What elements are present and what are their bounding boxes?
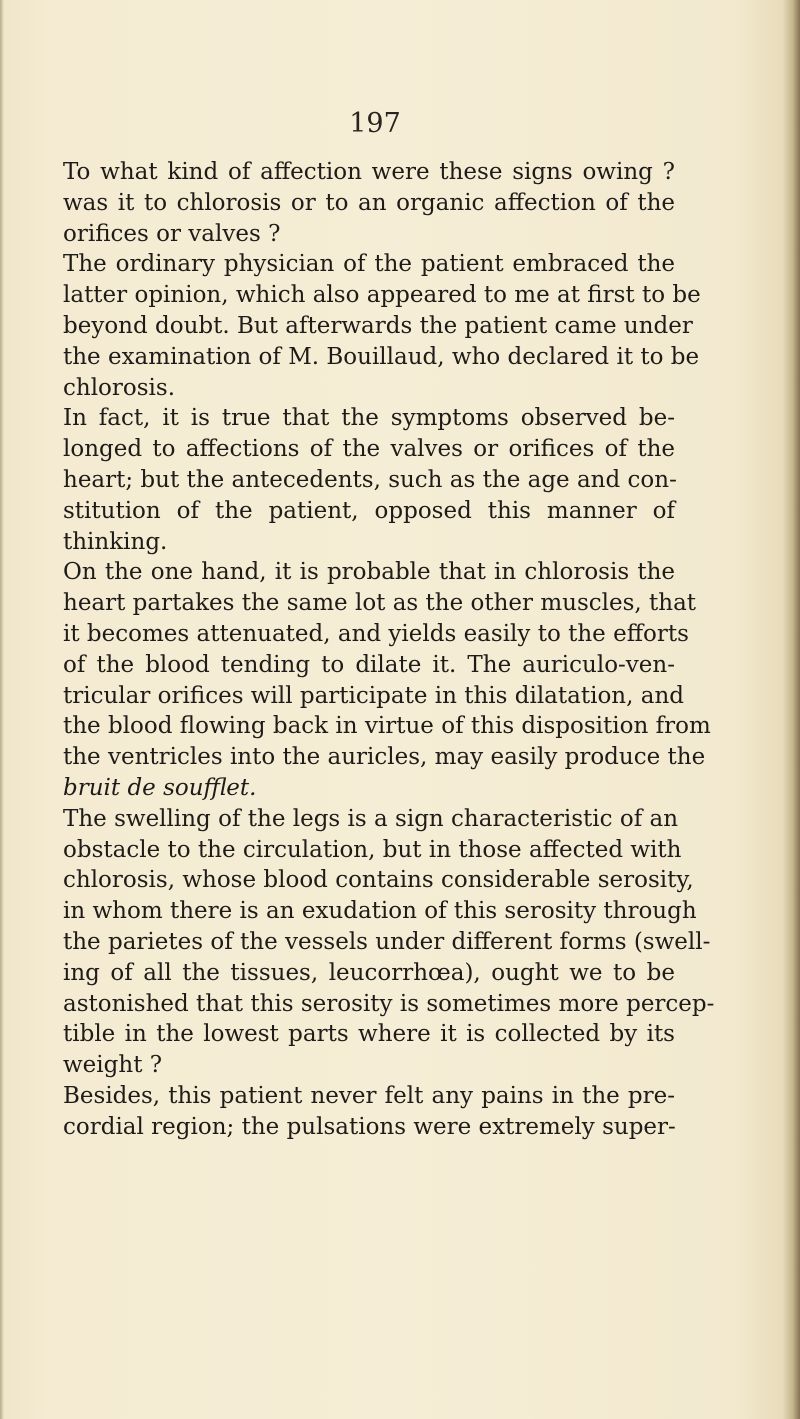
text-line: beyond doubt. But afterwards the patient came under	[63, 312, 693, 339]
text-line: cordial region; the pulsations were extremely super-	[63, 1113, 676, 1140]
text-line: Besides, this patient never felt any pains in the pre-	[63, 1082, 675, 1109]
text-line: the examination of M. Bouillaud, who declared it to be	[63, 343, 700, 370]
text-line: ing of all the tissues, leucorrhœa), ought we to be	[63, 959, 675, 986]
text-line: In fact, it is true that the symptoms observed be-	[63, 405, 675, 432]
text-line: weight ?	[63, 1052, 163, 1079]
text-line: chlorosis, whose blood contains considerable serosity,	[63, 867, 694, 894]
text-line: the parietes of the vessels under different forms (swell-	[63, 928, 711, 955]
text-line: thinking.	[63, 528, 168, 555]
text-line: obstacle to the circulation, but in those affected with	[63, 836, 682, 863]
paragraph-1	[63, 157, 675, 249]
paragraph-6	[63, 1081, 675, 1143]
text-line: The swelling of the legs is a sign characteristic of an	[63, 805, 679, 832]
text-line: astonished that this serosity is sometimes more percep-	[63, 990, 715, 1017]
paragraph-4	[63, 557, 711, 803]
text-line: heart partakes the same lot as the other muscles, that	[63, 590, 697, 617]
text-line: it becomes attenuated, and yields easily to the efforts	[63, 620, 689, 647]
body-text	[63, 157, 715, 1143]
text-line: heart; but the antecedents, such as the age and con-	[63, 466, 677, 493]
text-line: tible in the lowest parts where it is collected by its	[63, 1021, 675, 1048]
page-gutter-shadow	[782, 0, 800, 1419]
text-line-italic	[63, 773, 675, 804]
text-line: The ordinary physician of the patient embraced the	[63, 251, 675, 278]
text-line: of the blood tending to dilate it. The auriculo-ven-	[63, 651, 675, 678]
text-line: was it to chlorosis or to an organic affection of the	[63, 189, 675, 216]
text-line: To what kind of affection were these signs owing ?	[63, 159, 675, 185]
paragraph-2	[63, 249, 701, 403]
text-line: latter opinion, which also appeared to me at first to be	[63, 282, 701, 309]
page-left-edge	[0, 0, 4, 1419]
text-line: in whom there is an exudation of this serosity through	[63, 898, 697, 925]
text-line: tricular orifices will participate in this dilatation, and	[63, 682, 684, 709]
text-line: the blood flowing back in virtue of this disposition from	[63, 713, 711, 740]
text-line: longed to affections of the valves or orifices of the	[63, 436, 675, 463]
text-line: stitution of the patient, opposed this manner of	[63, 497, 675, 524]
italic-phrase: bruit de soufflet.	[63, 774, 257, 801]
text-line: the ventricles into the auricles, may easily produce the	[63, 744, 706, 771]
paragraph-3	[63, 403, 675, 557]
text-line: chlorosis.	[63, 374, 176, 401]
page-number: 197	[349, 108, 401, 139]
text-line: orifices or valves ?	[63, 220, 281, 247]
text-line: On the one hand, it is probable that in chlorosis the	[63, 559, 675, 586]
paragraph-5	[63, 804, 715, 1081]
